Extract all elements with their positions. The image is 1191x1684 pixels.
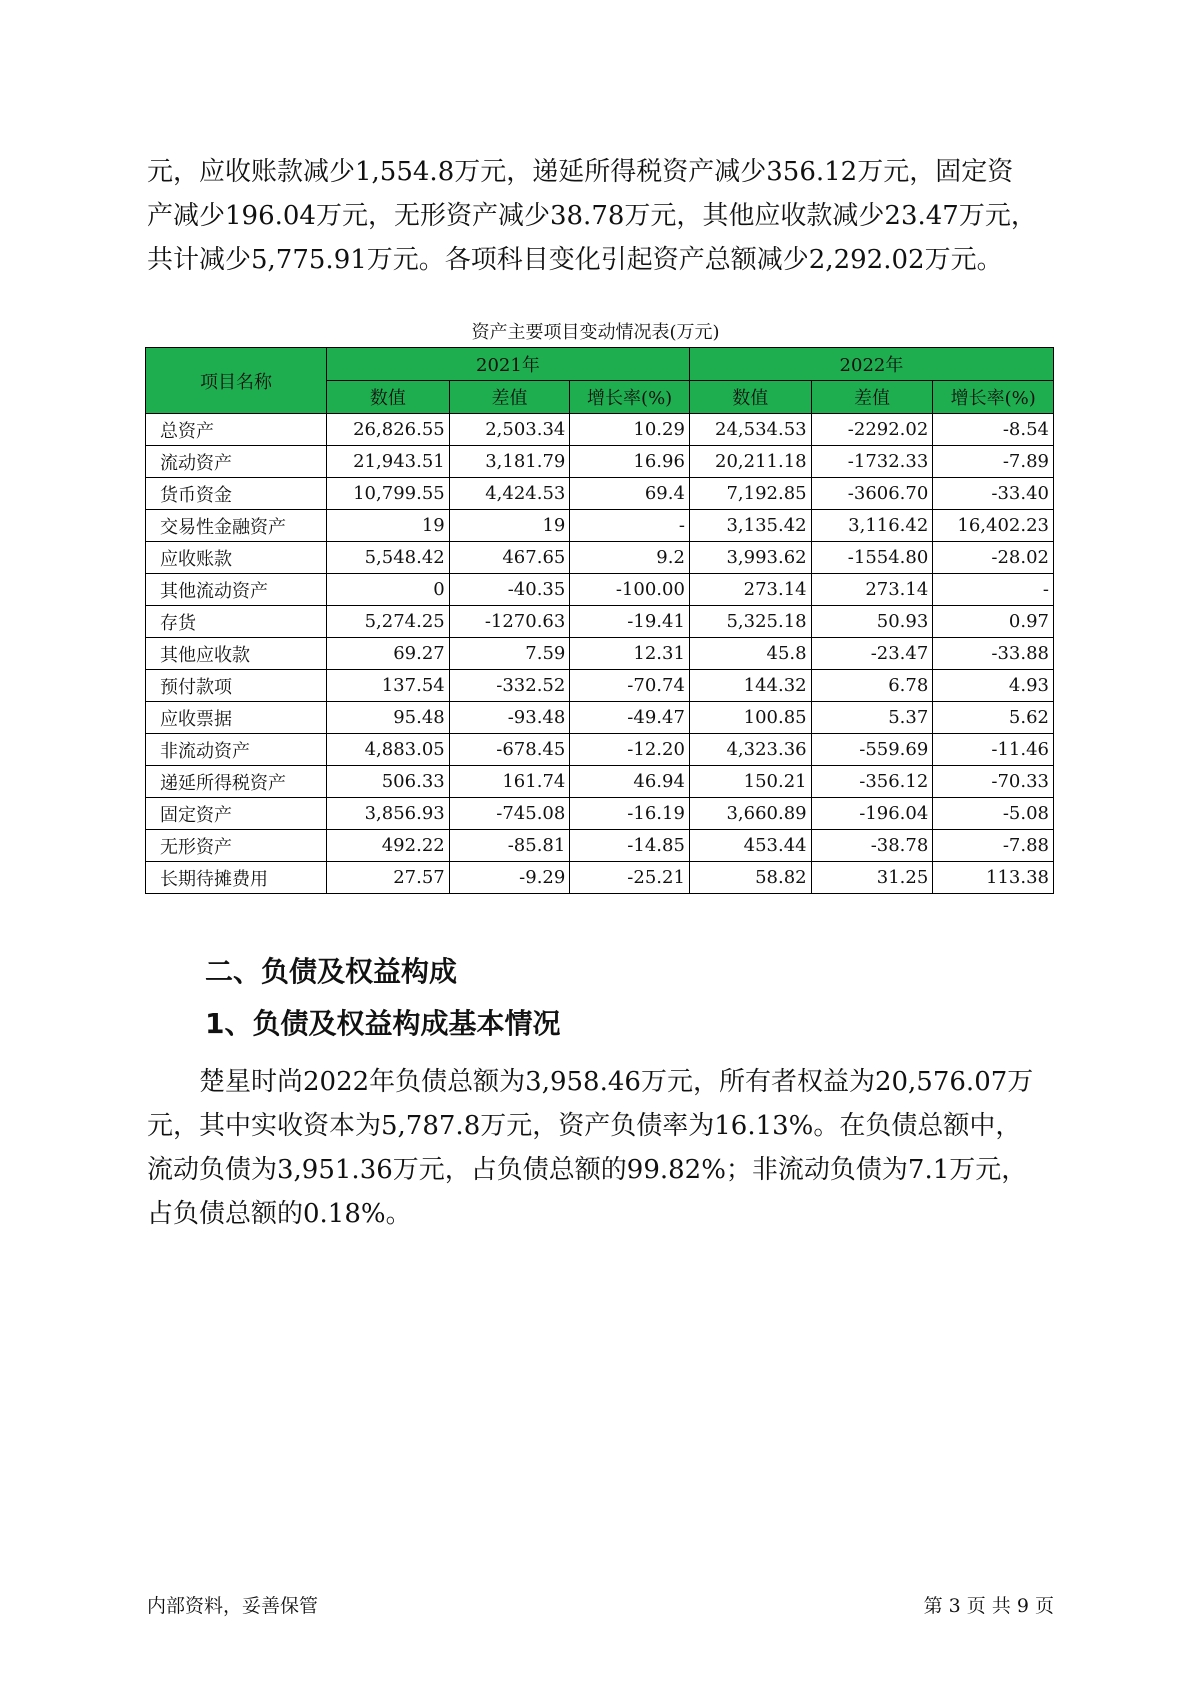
table-row — [146, 734, 1054, 766]
row-cell: 46.94 — [570, 766, 690, 798]
row-cell: -19.41 — [570, 606, 690, 638]
row-cell: -70.74 — [570, 670, 690, 702]
row-cell: 19 — [326, 510, 449, 542]
row-cell: 5.37 — [811, 702, 933, 734]
row-cell: 24,534.53 — [689, 414, 811, 446]
row-cell: 26,826.55 — [326, 414, 449, 446]
row-cell: 3,135.42 — [689, 510, 811, 542]
header-growth-2022: 增长率(%) — [933, 381, 1054, 414]
table-row — [146, 862, 1054, 894]
body-line: 占负债总额的0.18%。 — [147, 1199, 412, 1229]
table-row — [146, 446, 1054, 478]
header-year-2022: 2022年 — [689, 348, 1053, 381]
row-cell: -7.88 — [933, 830, 1054, 862]
row-cell: -33.40 — [933, 478, 1054, 510]
table-row — [146, 414, 1054, 446]
intro-line: 共计减少5,775.91万元。各项科目变化引起资产总额减少2,292.02万元。 — [147, 245, 1003, 275]
row-cell: 3,660.89 — [689, 798, 811, 830]
row-item-name: 递延所得税资产 — [146, 766, 327, 798]
row-cell: -332.52 — [449, 670, 570, 702]
row-cell: -14.85 — [570, 830, 690, 862]
row-cell: 4,323.36 — [689, 734, 811, 766]
row-cell: -7.89 — [933, 446, 1054, 478]
row-cell: 4,424.53 — [449, 478, 570, 510]
table-row — [146, 606, 1054, 638]
row-cell: 3,181.79 — [449, 446, 570, 478]
row-cell: -745.08 — [449, 798, 570, 830]
row-cell: -3606.70 — [811, 478, 933, 510]
table-row — [146, 670, 1054, 702]
row-cell: 492.22 — [326, 830, 449, 862]
row-cell: 150.21 — [689, 766, 811, 798]
subsection-heading: 1、负债及权益构成基本情况 — [205, 1007, 561, 1040]
row-item-name: 固定资产 — [146, 798, 327, 830]
row-cell: 69.4 — [570, 478, 690, 510]
row-cell: 7.59 — [449, 638, 570, 670]
row-cell: -678.45 — [449, 734, 570, 766]
row-cell: 50.93 — [811, 606, 933, 638]
row-cell: - — [570, 510, 690, 542]
row-cell: -1732.33 — [811, 446, 933, 478]
section-heading: 二、负债及权益构成 — [205, 955, 458, 988]
row-cell: 21,943.51 — [326, 446, 449, 478]
row-cell: -38.78 — [811, 830, 933, 862]
header-value-2021: 数值 — [326, 381, 449, 414]
table-row — [146, 510, 1054, 542]
row-cell: 467.65 — [449, 542, 570, 574]
row-item-name: 总资产 — [146, 414, 327, 446]
row-item-name: 流动资产 — [146, 446, 327, 478]
row-cell: -1270.63 — [449, 606, 570, 638]
row-item-name: 存货 — [146, 606, 327, 638]
row-cell: 273.14 — [811, 574, 933, 606]
row-cell: -93.48 — [449, 702, 570, 734]
row-item-name: 应收票据 — [146, 702, 327, 734]
table-row — [146, 542, 1054, 574]
row-cell: -23.47 — [811, 638, 933, 670]
row-cell: 58.82 — [689, 862, 811, 894]
body-paragraph — [147, 1060, 1057, 1236]
row-cell: -49.47 — [570, 702, 690, 734]
row-cell: -559.69 — [811, 734, 933, 766]
row-item-name: 长期待摊费用 — [146, 862, 327, 894]
row-cell: -100.00 — [570, 574, 690, 606]
row-cell: 10.29 — [570, 414, 690, 446]
table-row — [146, 574, 1054, 606]
table-body — [146, 414, 1054, 894]
row-cell: -33.88 — [933, 638, 1054, 670]
row-cell: 2,503.34 — [449, 414, 570, 446]
row-cell: -1554.80 — [811, 542, 933, 574]
table-caption: 资产主要项目变动情况表(万元) — [471, 322, 720, 343]
row-cell: 0 — [326, 574, 449, 606]
row-cell: 506.33 — [326, 766, 449, 798]
body-line: 楚星时尚2022年负债总额为3,958.46万元，所有者权益为20,576.07万 — [147, 1067, 1034, 1097]
row-cell: -12.20 — [570, 734, 690, 766]
row-cell: 31.25 — [811, 862, 933, 894]
row-cell: 10,799.55 — [326, 478, 449, 510]
row-cell: -70.33 — [933, 766, 1054, 798]
header-growth-2021: 增长率(%) — [570, 381, 690, 414]
row-cell: 0.97 — [933, 606, 1054, 638]
row-item-name: 非流动资产 — [146, 734, 327, 766]
row-cell: -9.29 — [449, 862, 570, 894]
row-item-name: 其他流动资产 — [146, 574, 327, 606]
row-cell: 453.44 — [689, 830, 811, 862]
row-cell: 9.2 — [570, 542, 690, 574]
row-cell: 3,993.62 — [689, 542, 811, 574]
header-diff-2021: 差值 — [449, 381, 570, 414]
row-cell: 45.8 — [689, 638, 811, 670]
intro-line: 产减少196.04万元，无形资产减少38.78万元，其他应收款减少23.47万元， — [147, 201, 1037, 231]
asset-change-table — [145, 347, 1054, 894]
table-row — [146, 702, 1054, 734]
row-cell: 137.54 — [326, 670, 449, 702]
row-cell: 5.62 — [933, 702, 1054, 734]
row-cell: 113.38 — [933, 862, 1054, 894]
footer-page-number: 第 3 页 共 9 页 — [923, 1595, 1054, 1617]
row-cell: 4.93 — [933, 670, 1054, 702]
row-cell: 273.14 — [689, 574, 811, 606]
row-cell: 7,192.85 — [689, 478, 811, 510]
row-item-name: 其他应收款 — [146, 638, 327, 670]
row-cell: -356.12 — [811, 766, 933, 798]
header-year-2021: 2021年 — [326, 348, 689, 381]
row-cell: 5,274.25 — [326, 606, 449, 638]
header-item-name: 项目名称 — [146, 348, 327, 414]
row-cell: -196.04 — [811, 798, 933, 830]
row-cell: 3,856.93 — [326, 798, 449, 830]
table-row — [146, 478, 1054, 510]
header-value-2022: 数值 — [689, 381, 811, 414]
row-item-name: 预付款项 — [146, 670, 327, 702]
row-cell: 95.48 — [326, 702, 449, 734]
table-row — [146, 798, 1054, 830]
row-cell: -16.19 — [570, 798, 690, 830]
intro-line: 元，应收账款减少1,554.8万元，递延所得税资产减少356.12万元，固定资 — [147, 157, 1014, 187]
row-cell: 12.31 — [570, 638, 690, 670]
row-cell: 4,883.05 — [326, 734, 449, 766]
row-cell: -2292.02 — [811, 414, 933, 446]
header-diff-2022: 差值 — [811, 381, 933, 414]
row-cell: -25.21 — [570, 862, 690, 894]
row-cell: -85.81 — [449, 830, 570, 862]
body-line: 元，其中实收资本为5,787.8万元，资产负债率为16.13%。在负债总额中， — [147, 1111, 1022, 1141]
intro-paragraph — [147, 150, 1057, 282]
table-row — [146, 638, 1054, 670]
row-cell: 5,548.42 — [326, 542, 449, 574]
row-cell: 5,325.18 — [689, 606, 811, 638]
row-cell: 19 — [449, 510, 570, 542]
table-row — [146, 830, 1054, 862]
table-row — [146, 766, 1054, 798]
row-cell: 3,116.42 — [811, 510, 933, 542]
row-cell: 69.27 — [326, 638, 449, 670]
row-cell: - — [933, 574, 1054, 606]
row-cell: 20,211.18 — [689, 446, 811, 478]
row-cell: -28.02 — [933, 542, 1054, 574]
row-cell: 6.78 — [811, 670, 933, 702]
row-cell: 27.57 — [326, 862, 449, 894]
row-cell: -8.54 — [933, 414, 1054, 446]
row-cell: 100.85 — [689, 702, 811, 734]
row-item-name: 无形资产 — [146, 830, 327, 862]
row-item-name: 应收账款 — [146, 542, 327, 574]
row-cell: -5.08 — [933, 798, 1054, 830]
row-item-name: 货币资金 — [146, 478, 327, 510]
row-cell: 16,402.23 — [933, 510, 1054, 542]
body-line: 流动负债为3,951.36万元，占负债总额的99.82%；非流动负债为7.1万元， — [147, 1155, 1028, 1185]
row-cell: 16.96 — [570, 446, 690, 478]
row-cell: 144.32 — [689, 670, 811, 702]
footer-confidential-note: 内部资料，妥善保管 — [147, 1595, 319, 1617]
row-cell: -11.46 — [933, 734, 1054, 766]
row-cell: -40.35 — [449, 574, 570, 606]
row-cell: 161.74 — [449, 766, 570, 798]
row-item-name: 交易性金融资产 — [146, 510, 327, 542]
